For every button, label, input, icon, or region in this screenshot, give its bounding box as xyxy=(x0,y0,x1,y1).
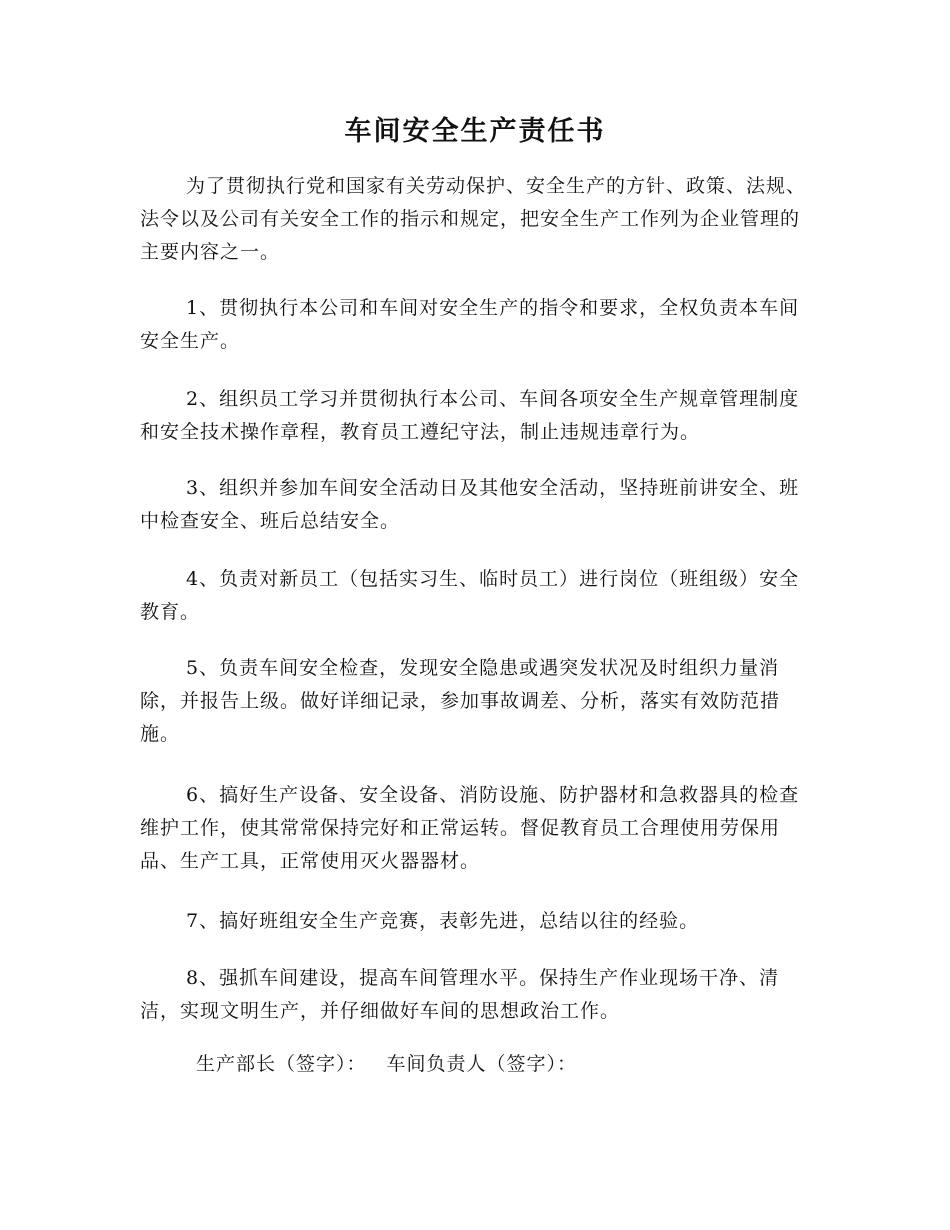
clause-1: 1、贯彻执行本公司和车间对安全生产的指令和要求，全权负责本车间安全生产。 xyxy=(140,297,800,352)
clause-3: 3、组织并参加车间安全活动日及其他安全活动，坚持班前讲安全、班中检查安全、班后总结安全。 xyxy=(140,477,800,532)
document-title: 车间安全生产责任书 xyxy=(344,116,606,147)
production-head-signature-label: 生产部长（签字）： xyxy=(196,1053,367,1075)
clause-2: 2、组织员工学习并贯彻执行本公司、车间各项安全生产规章管理制度和安全技术操作章程，教育员工遵纪守法，制止违规违章行为。 xyxy=(140,388,800,443)
clause-8: 8、强抓车间建设，提高车间管理水平。保持生产作业现场干净、清洁，实现文明生产，并仔细做好车间的思想政治工作。 xyxy=(140,967,780,1022)
clause-6: 6、搞好生产设备、安全设备、消防设施、防护器材和急救器具的检查维护工作，使其常常保持完好和正常运转。督促教育员工合理使用劳保用品、生产工具，正常使用灭火器器材。 xyxy=(140,784,800,872)
signature-line xyxy=(196,1048,577,1081)
clause-5: 5、负责车间安全检查，发现安全隐患或遇突发状况及时组织力量消除，并报告上级。做好详细记录，参加事故调差、分析，落实有效防范措施。 xyxy=(140,657,781,745)
intro-paragraph: 为了贯彻执行党和国家有关劳动保护、安全生产的方针、政策、法规、法令以及公司有关安全工作的指示和规定，把安全生产工作列为企业管理的主要内容之一。 xyxy=(140,175,807,263)
workshop-head-signature-label: 车间负责人（签字）： xyxy=(386,1053,578,1075)
clause-4: 4、负责对新员工（包括实习生、临时员工）进行岗位（班组级）安全教育。 xyxy=(140,568,800,623)
clause-7: 7、搞好班组安全生产竞赛，表彰先进，总结以往的经验。 xyxy=(186,910,700,932)
